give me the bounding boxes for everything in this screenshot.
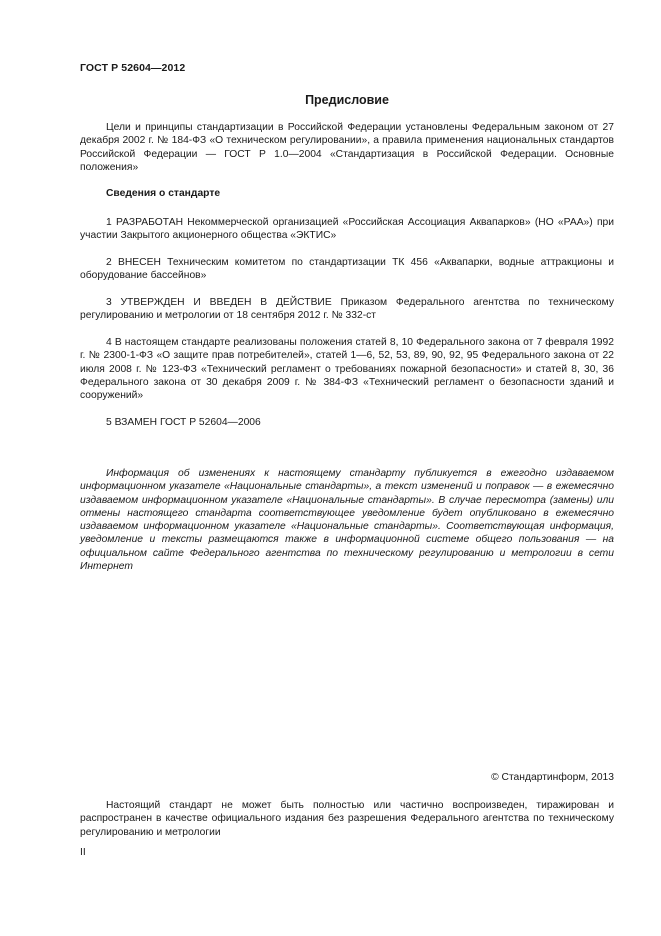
info-heading: Сведения о стандарте [106, 188, 221, 199]
intro-paragraph: Цели и принципы стандартизации в Российской Федерации установлены Федеральным законом от 27 декабря 2002 г. № 184-ФЗ «О техническом регулировании», а правила применения национальных стандартов Российской Федерации — ГОСТ Р 1.0—2004 «Стандартизация в Российской Федерации. Основные положения» [80, 122, 614, 173]
info-item-2: 2 ВНЕСЕН Техническим комитетом по стандартизации ТК 456 «Аквапарки, водные аттракционы и оборудование бассейнов» [80, 257, 614, 282]
copyright-line: © Стандартинформ, 2013 [491, 772, 614, 783]
changes-notice: Информация об изменениях к настоящему стандарту публикуется в ежегодно издаваемом информационном указателе «Национальные стандарты», а текст изменений и поправок — в ежемесячно издаваемом информационном указателе «Национальные стандарты». В случае пересмотра (замены) или отмены настоящего стандарта соответствующее уведомление будет опубликовано в ежемесячно издаваемом информационном указателе «Национальные стандарты». Соответствующая информация, уведомление и тексты размещаются также в информационной системе общего пользования — на официальном сайте Федерального агентства по техническому регулированию и метрологии в сети Интернет [80, 468, 614, 573]
page-title: Предисловие [305, 93, 389, 107]
rights-notice: Настоящий стандарт не может быть полностью или частично воспроизведен, тиражирован и распространен в качестве официального издания без разрешения Федерального агентства по техническому регулированию и метрологии [80, 800, 614, 838]
info-item-5: 5 ВЗАМЕН ГОСТ Р 52604—2006 [106, 417, 261, 428]
page-number: II [80, 847, 86, 858]
info-item-3: 3 УТВЕРЖДЕН И ВВЕДЕН В ДЕЙСТВИЕ Приказом Федерального агентства по техническому регулированию и метрологии от 18 сентября 2012 г. № 332-ст [80, 297, 614, 322]
document-code: ГОСТ Р 52604—2012 [80, 62, 186, 74]
info-item-4: 4 В настоящем стандарте реализованы положения статей 8, 10 Федерального закона от 7 февраля 1992 г. № 2300-1-ФЗ «О защите прав потребителей», статей 1—6, 52, 53, 89, 90, 92, 95 Федерального закона от 22 июля 2008 г. № 123-ФЗ «Технический регламент о требованиях пожарной безопасности» и статей 8, 30, 36 Федерального закона от 30 декабря 2009 г. № 384-ФЗ «Технический регламент о безопасности зданий и сооружений» [80, 337, 614, 402]
info-item-1: 1 РАЗРАБОТАН Некоммерческой организацией «Российская Ассоциация Аквапарков» (НО «РАА») при участии Закрытого акционерного общества «ЭКТИС» [80, 217, 614, 242]
